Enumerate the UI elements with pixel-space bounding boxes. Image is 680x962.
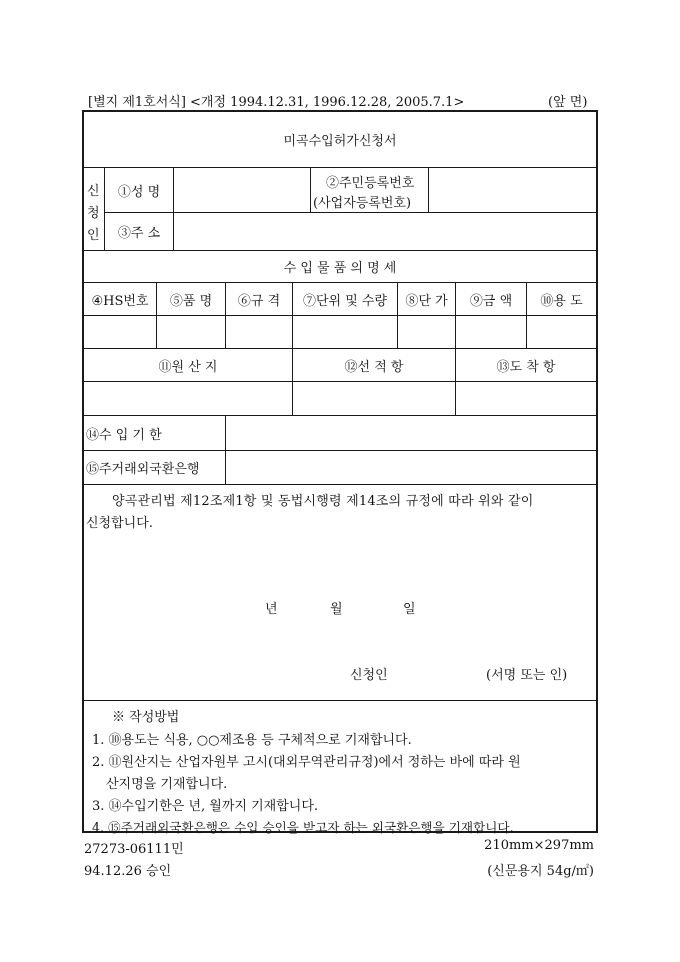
instruction-item-continued: 산지명을 기재합니다.: [106, 777, 228, 792]
instruction-item: 1. ⑩용도는 식용, ○○제조용 등 구체적으로 기재합니다.: [92, 733, 412, 748]
reg-no-field[interactable]: [429, 168, 596, 212]
usage-field[interactable]: [527, 316, 596, 348]
column-unit-qty: ⑦단위 및 수량: [302, 293, 388, 309]
form-title: 미곡수입허가신청서: [283, 134, 397, 149]
applicant-label-1: 신: [87, 184, 100, 199]
column-hs-code: ④HS번호: [91, 293, 149, 309]
origin-label: ⑪원 산 지: [158, 359, 218, 375]
applicant-label-2: 청: [87, 206, 100, 221]
column-unit-price: ⑧단 가: [405, 293, 448, 309]
unit-qty-field[interactable]: [293, 316, 397, 348]
item-name-field[interactable]: [157, 316, 225, 348]
column-spec: ⑥규 격: [237, 293, 281, 309]
paper-type: (신문용지 54g/㎡): [487, 864, 594, 879]
unit-price-field[interactable]: [398, 316, 455, 348]
arrival-port-field[interactable]: [456, 382, 596, 415]
column-amount: ⑨금 액: [469, 293, 513, 309]
column-item-name: ⑤품 명: [169, 293, 213, 309]
instructions-heading: ※ 작성방법: [112, 710, 180, 725]
form-reference: [별지 제1호서식] <개정 1994.12.31, 1996.12.28, 2005.7.1>: [88, 95, 465, 110]
applicant-signature-label: 신청인: [350, 668, 388, 683]
date-month: 월: [330, 602, 343, 617]
signature-note: (서명 또는 인): [486, 668, 568, 683]
reg-no-label: ②주민등록번호: [326, 176, 415, 191]
import-deadline-field[interactable]: [226, 416, 596, 450]
instruction-item: 4. ⑮주거래외국환은행은 수입 승인을 받고자 하는 외국환은행을 기재합니다.: [92, 820, 514, 835]
address-label: ③주 소: [117, 226, 161, 241]
import-deadline-label: ⑭수 입 기 한: [86, 427, 162, 443]
column-usage: ⑩용 도: [540, 293, 583, 309]
approval-date: 94.12.26 승인: [84, 864, 172, 879]
name-label: ①성 명: [117, 184, 161, 200]
rule: [310, 167, 311, 212]
statement-line-1: 양곡관리법 제12조제1항 및 동법시행령 제14조의 규정에 따라 위와 같이: [112, 494, 534, 509]
origin-field[interactable]: [84, 382, 292, 415]
date-day: 일: [403, 602, 416, 617]
page-side-label: (앞 면): [548, 95, 588, 110]
rule: [82, 484, 598, 485]
ship-port-field[interactable]: [293, 382, 455, 415]
statement-line-2: 신청합니다.: [86, 516, 153, 531]
main-bank-field[interactable]: [226, 451, 596, 484]
business-reg-no-label: (사업자등록번호): [313, 196, 412, 211]
border-left: [82, 110, 84, 833]
hs-code-field[interactable]: [84, 316, 156, 348]
items-title: 수 입 물 품 의 명 세: [283, 261, 397, 276]
rule: [82, 700, 598, 701]
arrival-port-label: ⑬도 착 항: [496, 359, 556, 375]
form-code: 27273-06111민: [84, 842, 184, 857]
spec-field[interactable]: [226, 316, 292, 348]
amount-field[interactable]: [456, 316, 526, 348]
main-bank-label: ⑮주거래외국환은행: [86, 462, 200, 477]
paper-size: 210mm×297mm: [484, 838, 594, 853]
date-year: 년: [265, 602, 278, 617]
address-field[interactable]: [174, 213, 596, 250]
instruction-item: 2. ⑪원산지는 산업자원부 고시(대외무역관리규정)에서 정하는 바에 따라 원: [92, 755, 521, 770]
border-right: [596, 110, 598, 833]
ship-port-label: ⑫선 적 항: [344, 359, 404, 375]
name-field[interactable]: [174, 168, 310, 212]
instruction-item: 3. ⑭수입기한은 년, 월까지 기재합니다.: [92, 799, 319, 814]
applicant-label-3: 인: [87, 228, 100, 243]
